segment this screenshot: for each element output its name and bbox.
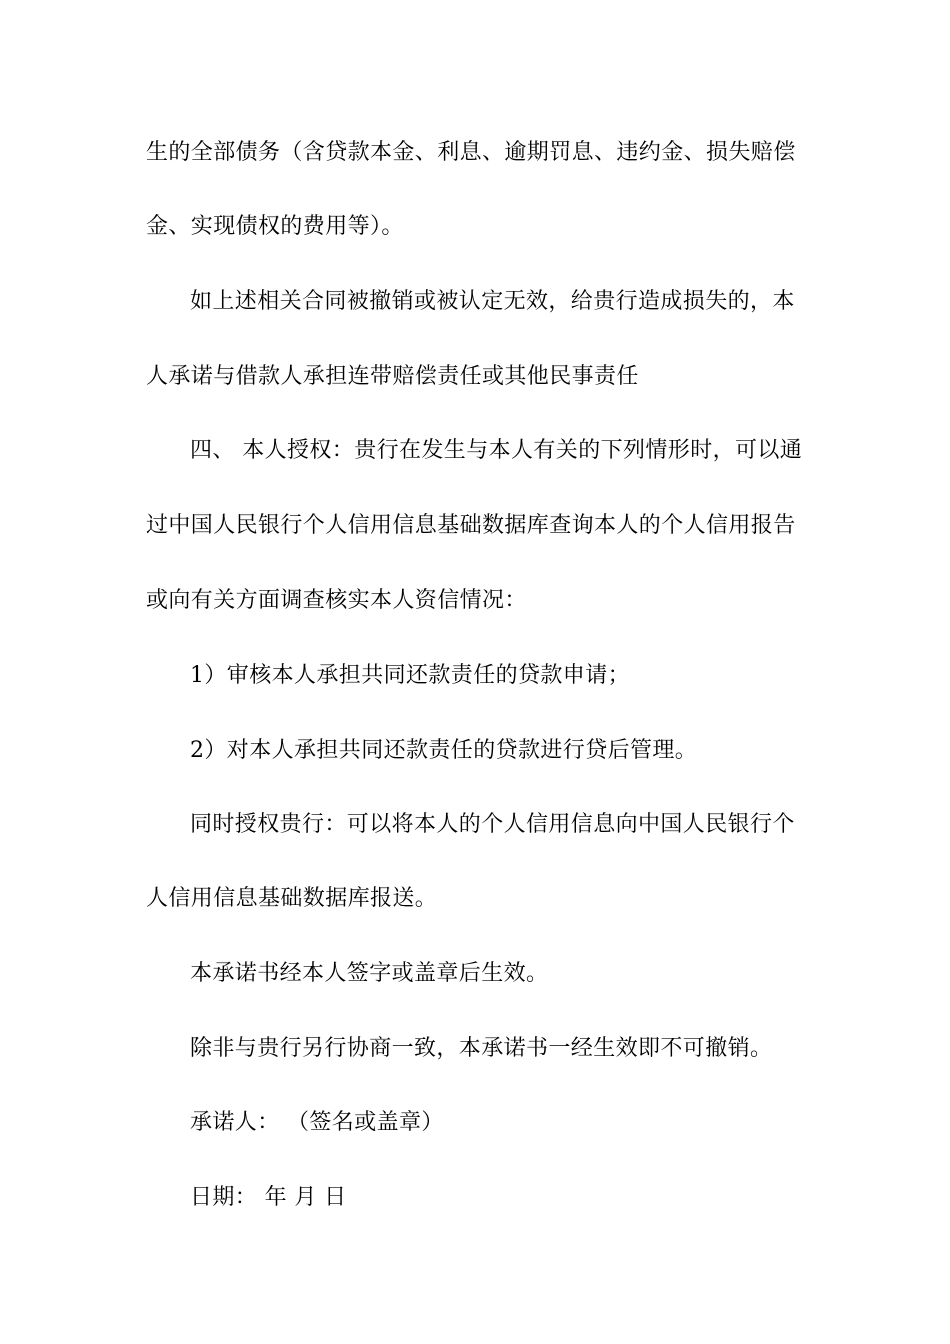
paragraph-line-joint-liability: 人承诺与借款人承担连带赔偿责任或其他民事责任 [146,364,639,389]
paragraph-line-credit-check: 或向有关方面调查核实本人资信情况： [146,588,527,613]
list-item-post-loan-management: 2）对本人承担共同还款责任的贷款进行贷后管理。 [190,738,698,763]
paragraph-line-debts-end: 金、实现债权的费用等）。 [146,214,404,239]
paragraph-line-credit-query: 过中国人民银行个人信用信息基础数据库查询本人的个人信用报告 [146,513,796,538]
paragraph-line-invalid-contract: 如上述相关合同被撤销或被认定无效，给贵行造成损失的，本 [190,289,795,314]
signature-line: 承诺人： （签名或盖章） [190,1110,444,1135]
paragraph-line-effective: 本承诺书经本人签字或盖章后生效。 [190,961,549,986]
paragraph-line-report-authorization: 同时授权贵行：可以将本人的个人信用信息向中国人民银行个 [190,812,795,837]
paragraph-line-irrevocable: 除非与贵行另行协商一致，本承诺书一经生效即不可撤销。 [190,1036,773,1061]
paragraph-line-report-database: 人信用信息基础数据库报送。 [146,886,438,911]
paragraph-line-debts: 生的全部债务（含贷款本金、利息、逾期罚息、违约金、损失赔偿 [146,140,796,165]
list-item-loan-review: 1）审核本人承担共同还款责任的贷款申请； [190,663,630,688]
paragraph-line-authorization-heading: 四、 本人授权：贵行在发生与本人有关的下列情形时，可以通 [190,438,803,463]
date-line: 日期： 年 月 日 [190,1185,347,1210]
